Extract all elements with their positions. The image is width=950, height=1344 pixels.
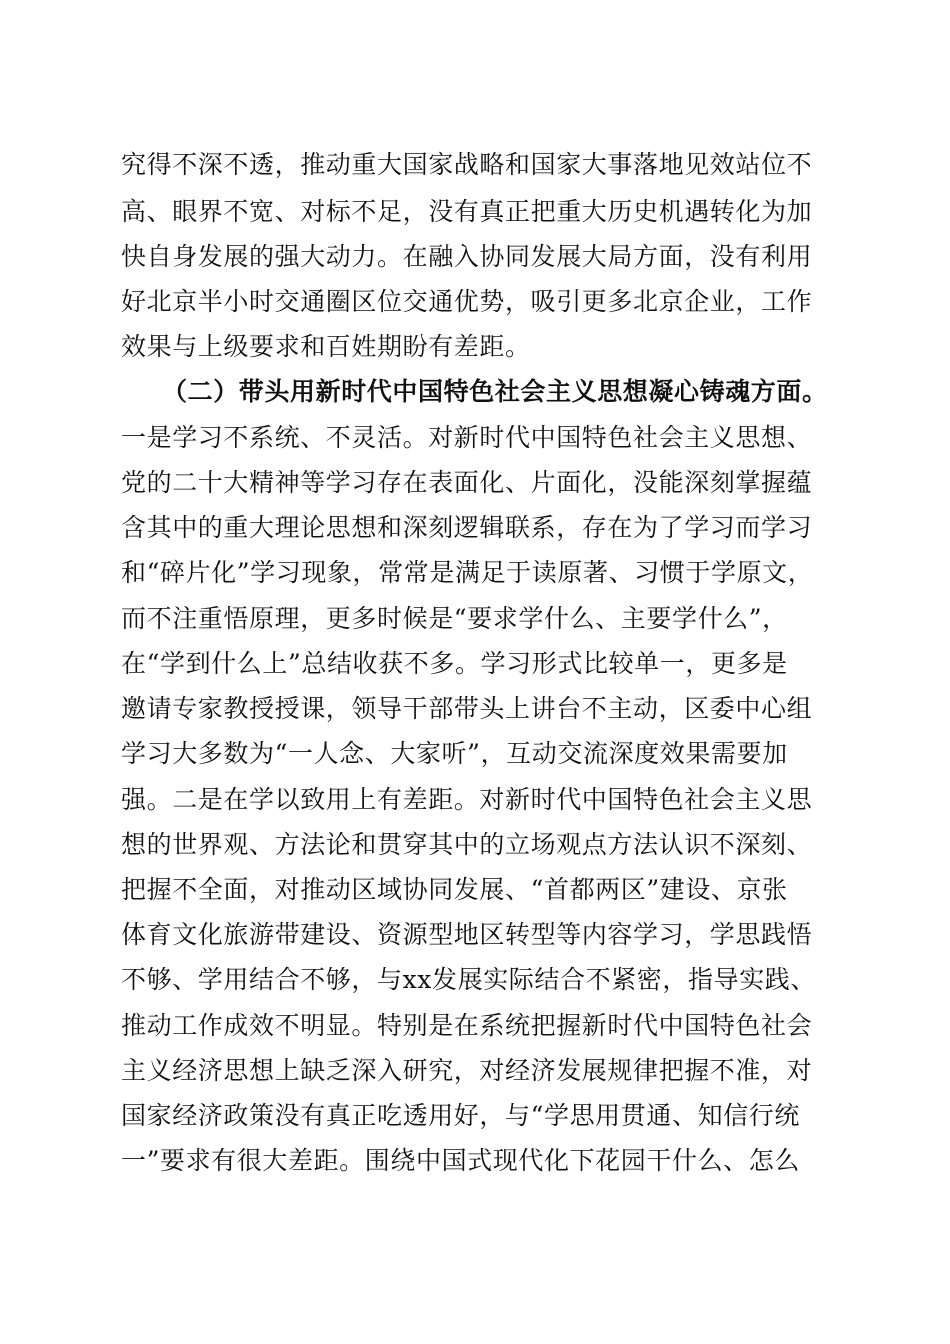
text-line: 高、眼界不宽、对标不足，没有真正把重大历史机遇转化为加 [121,197,813,226]
text-line: 一是学习不系统、不灵活。对新时代中国特色社会主义思想、 [121,423,813,452]
text-line: 主义经济思想上缺乏深入研究，对经济发展规律把握不准，对 [121,1056,813,1085]
text-line: 推动工作成效不明显。特别是在系统把握新时代中国特色社会 [121,1011,813,1040]
text-line: 效果与上级要求和百姓期盼有差距。 [121,332,531,361]
text-line: 好北京半小时交通圈区位交通优势，吸引更多北京企业，工作 [121,287,813,316]
text-line: 党的二十大精神等学习存在表面化、片面化，没能深刻掌握蕴 [121,468,813,497]
text-line: 快自身发展的强大动力。在融入协同发展大局方面，没有利用 [121,242,813,271]
text-line: 把握不全面，对推动区域协同发展、“首都两区”建设、京张 [121,875,788,904]
text-line: 强。二是在学以致用上有差距。对新时代中国特色社会主义思 [121,785,813,814]
text-line: 究得不深不透，推动重大国家战略和国家大事落地见效站位不 [121,150,813,179]
text-line: 不够、学用结合不够，与xx发展实际结合不紧密，指导实践、 [121,965,817,994]
text-line: 一”要求有很大差距。围绕中国式现代化下花园干什么、怎么 [121,1146,800,1175]
text-line: 和“碎片化”学习现象，常常是满足于读原著、习惯于学原文， [121,558,814,587]
text-line: 体育文化旅游带建设、资源型地区转型等内容学习，学思践悟 [121,920,813,949]
text-line: 国家经济政策没有真正吃透用好，与“学思用贯通、知信行统 [121,1101,800,1130]
text-line: 学习大多数为“一人念、大家听”，互动交流深度效果需要加 [121,739,788,768]
text-line: 想的世界观、方法论和贯穿其中的立场观点方法认识不深刻、 [121,830,813,859]
text-line: 在“学到什么上”总结收获不多。学习形式比较单一，更多是 [121,649,788,678]
text-line: 含其中的重大理论思想和深刻逻辑联系，存在为了学习而学习 [121,513,813,542]
text-line: 邀请专家教授授课，领导干部带头上讲台不主动，区委中心组 [121,694,813,723]
text-line: 而不注重悟原理，更多时候是“要求学什么、主要学什么”， [121,604,788,633]
section-heading: （二）带头用新时代中国特色社会主义思想凝心铸魂方面。 [162,377,828,406]
